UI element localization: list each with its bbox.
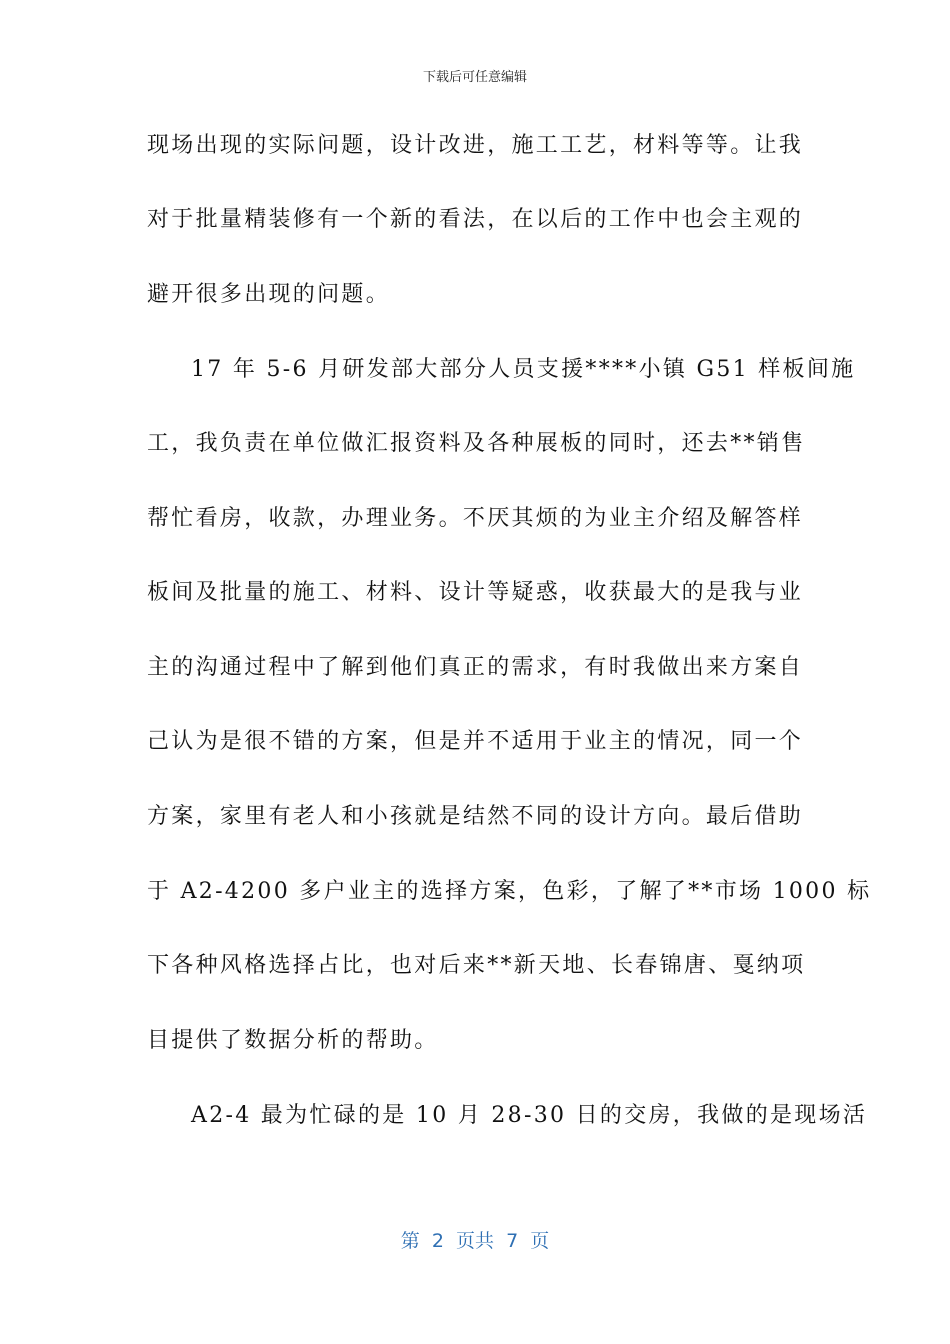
text-line: 帮忙看房，收款，办理业务。不厌其烦的为业主介绍及解答样	[147, 506, 804, 531]
text-line: 己认为是很不错的方案，但是并不适用于业主的情况，同一个	[147, 729, 804, 754]
text-line: 于 A2-4200 多户业主的选择方案，色彩，了解了**市场 1000 标	[147, 879, 872, 904]
text-line: 现场出现的实际问题，设计改进，施工工艺，材料等等。让我	[147, 133, 804, 158]
page-number-footer: 第 2 页共 7 页	[400, 1230, 550, 1252]
text-line: 主的沟通过程中了解到他们真正的需求，有时我做出来方案自	[147, 655, 804, 680]
page-header: 下载后可任意编辑	[422, 70, 527, 85]
text-line: 对于批量精装修有一个新的看法，在以后的工作中也会主观的	[147, 207, 804, 232]
text-line: 下各种风格选择占比，也对后来**新天地、长春锦唐、戛纳项	[147, 953, 806, 978]
text-line: 方案，家里有老人和小孩就是结然不同的设计方向。最后借助	[147, 804, 804, 829]
text-line: 板间及批量的施工、材料、设计等疑惑，收获最大的是我与业	[147, 580, 804, 605]
text-line: 工，我负责在单位做汇报资料及各种展板的同时，还去**销售	[147, 431, 806, 456]
text-line: A2-4 最为忙碌的是 10 月 28-30 日的交房，我做的是现场活	[191, 1103, 868, 1128]
text-line: 17 年 5-6 月研发部大部分人员支援****小镇 G51 样板间施	[191, 357, 856, 382]
text-line: 目提供了数据分析的帮助。	[147, 1028, 439, 1053]
text-line: 避开很多出现的问题。	[147, 282, 391, 307]
